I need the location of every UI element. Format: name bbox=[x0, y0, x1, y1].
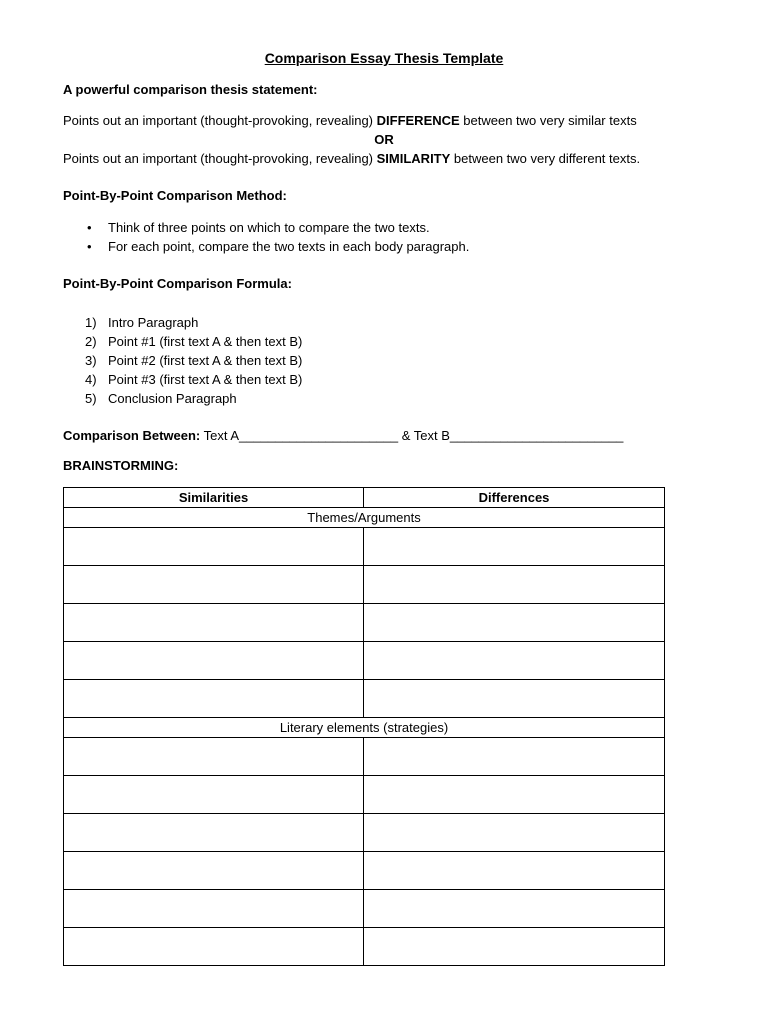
bullet-text: For each point, compare the two texts in each body paragraph. bbox=[108, 239, 470, 254]
page-title: Comparison Essay Thesis Template bbox=[264, 50, 504, 66]
table-row bbox=[64, 604, 665, 642]
table-row bbox=[64, 528, 665, 566]
difference-cell[interactable] bbox=[364, 604, 665, 642]
list-item bbox=[63, 218, 469, 237]
similarity-cell[interactable] bbox=[64, 852, 364, 890]
formula-heading: Point-By-Point Comparison Formula: bbox=[63, 276, 292, 291]
difference-cell[interactable] bbox=[364, 566, 665, 604]
step-number: 1) bbox=[85, 315, 97, 330]
thesis-or: OR bbox=[374, 132, 394, 147]
table-row bbox=[64, 928, 665, 966]
thesis-difference-keyword: DIFFERENCE bbox=[376, 113, 460, 128]
thesis-line-1-prefix: Points out an important (thought-provoking, revealing) bbox=[63, 113, 377, 128]
section-literary-elements: Literary elements (strategies) bbox=[64, 718, 665, 738]
method-bullet-list bbox=[63, 218, 469, 256]
section-row bbox=[64, 508, 665, 528]
table-row bbox=[64, 776, 665, 814]
similarity-cell[interactable] bbox=[64, 890, 364, 928]
similarity-cell[interactable] bbox=[64, 566, 364, 604]
comparison-between-line bbox=[63, 428, 623, 443]
step-number: 2) bbox=[85, 334, 97, 349]
table-row bbox=[64, 642, 665, 680]
thesis-line-difference bbox=[63, 113, 637, 128]
difference-cell[interactable] bbox=[364, 776, 665, 814]
list-item bbox=[63, 237, 469, 256]
brainstorming-heading: BRAINSTORMING: bbox=[63, 458, 179, 473]
difference-cell[interactable] bbox=[364, 928, 665, 966]
table-row bbox=[64, 852, 665, 890]
similarity-cell[interactable] bbox=[64, 528, 364, 566]
thesis-line-2-prefix: Points out an important (thought-provoking, revealing) bbox=[63, 151, 377, 166]
step-number: 3) bbox=[85, 353, 97, 368]
table-header-row bbox=[64, 488, 665, 508]
step-text: Point #3 (first text A & then text B) bbox=[108, 372, 303, 387]
similarity-cell[interactable] bbox=[64, 680, 364, 718]
list-item bbox=[63, 389, 302, 408]
difference-cell[interactable] bbox=[364, 852, 665, 890]
difference-cell[interactable] bbox=[364, 890, 665, 928]
thesis-line-2-suffix: between two very different texts. bbox=[450, 151, 641, 166]
text-b-field[interactable]: & Text B________________________ bbox=[398, 428, 624, 443]
step-number: 4) bbox=[85, 372, 97, 387]
thesis-heading: A powerful comparison thesis statement: bbox=[63, 82, 318, 97]
bullet-icon: • bbox=[87, 239, 92, 254]
brainstorming-table bbox=[63, 487, 665, 966]
section-themes-arguments: Themes/Arguments bbox=[64, 508, 665, 528]
text-a-field[interactable]: Text A______________________ bbox=[200, 428, 399, 443]
step-number: 5) bbox=[85, 391, 97, 406]
table-row bbox=[64, 738, 665, 776]
step-text: Intro Paragraph bbox=[108, 315, 199, 330]
section-row bbox=[64, 718, 665, 738]
list-item bbox=[63, 370, 302, 389]
formula-step-list bbox=[63, 313, 302, 408]
column-header-differences: Differences bbox=[364, 488, 665, 508]
thesis-line-1-suffix: between two very similar texts bbox=[459, 113, 637, 128]
bullet-text: Think of three points on which to compare the two texts. bbox=[108, 220, 430, 235]
step-text: Conclusion Paragraph bbox=[108, 391, 237, 406]
similarity-cell[interactable] bbox=[64, 776, 364, 814]
step-text: Point #1 (first text A & then text B) bbox=[108, 334, 303, 349]
difference-cell[interactable] bbox=[364, 814, 665, 852]
bullet-icon: • bbox=[87, 220, 92, 235]
difference-cell[interactable] bbox=[364, 738, 665, 776]
list-item bbox=[63, 351, 302, 370]
difference-cell[interactable] bbox=[364, 642, 665, 680]
list-item bbox=[63, 332, 302, 351]
method-heading: Point-By-Point Comparison Method: bbox=[63, 188, 287, 203]
step-text: Point #2 (first text A & then text B) bbox=[108, 353, 303, 368]
similarity-cell[interactable] bbox=[64, 928, 364, 966]
difference-cell[interactable] bbox=[364, 528, 665, 566]
table-row bbox=[64, 814, 665, 852]
table-row bbox=[64, 890, 665, 928]
similarity-cell[interactable] bbox=[64, 738, 364, 776]
table-row bbox=[64, 680, 665, 718]
table-row bbox=[64, 566, 665, 604]
similarity-cell[interactable] bbox=[64, 604, 364, 642]
similarity-cell[interactable] bbox=[64, 814, 364, 852]
list-item bbox=[63, 313, 302, 332]
thesis-line-similarity bbox=[63, 151, 640, 166]
similarity-cell[interactable] bbox=[64, 642, 364, 680]
comparison-label: Comparison Between: bbox=[63, 428, 201, 443]
difference-cell[interactable] bbox=[364, 680, 665, 718]
thesis-similarity-keyword: SIMILARITY bbox=[376, 151, 451, 166]
column-header-similarities: Similarities bbox=[64, 488, 364, 508]
